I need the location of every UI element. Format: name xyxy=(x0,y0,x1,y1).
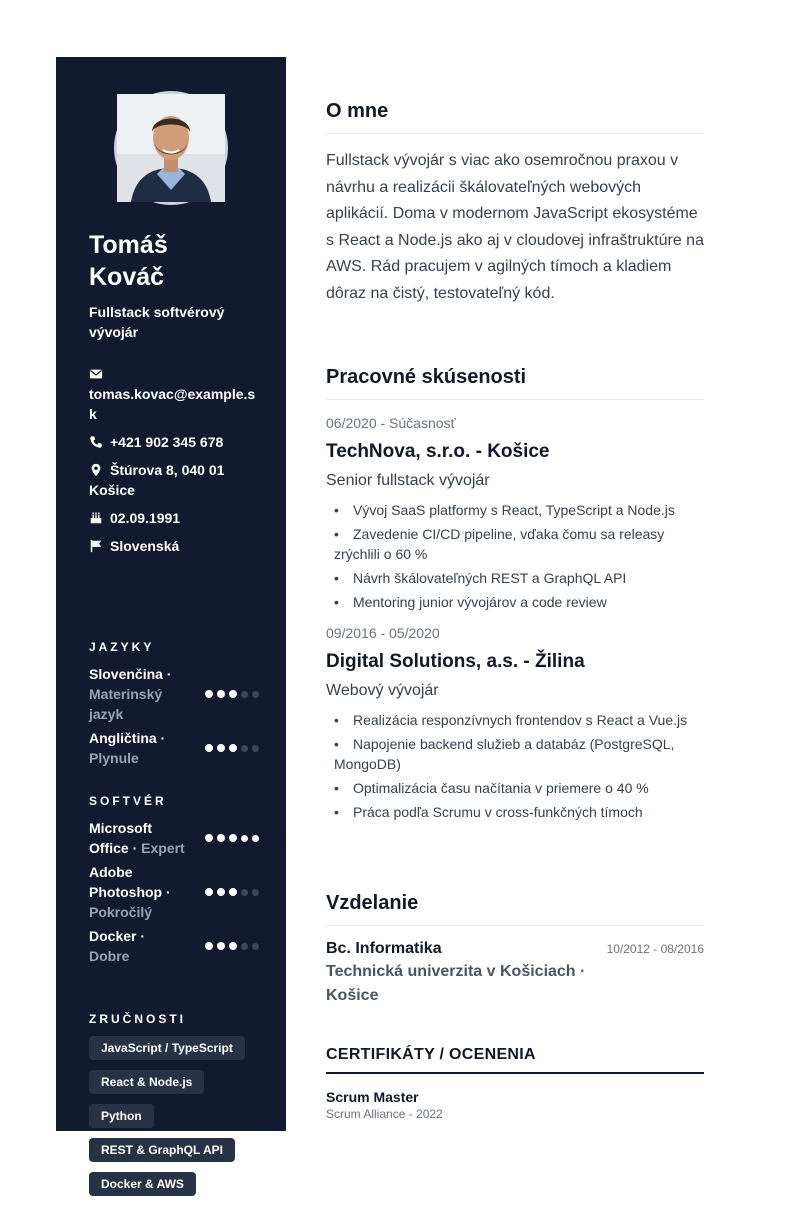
skill-chip: JavaScript / TypeScript xyxy=(89,1036,245,1060)
rating-dot-filled xyxy=(217,942,225,950)
about-heading: O mne xyxy=(326,100,704,134)
skill-row xyxy=(89,1036,264,1070)
job-title: Fullstack softvérový vývojár xyxy=(89,304,225,340)
rating-dots xyxy=(205,690,259,698)
job-dates: 09/2016 - 05/2020 xyxy=(326,625,440,641)
language-item xyxy=(89,664,259,724)
certificate-name: Scrum Master xyxy=(326,1089,419,1105)
about-text: Fullstack vývojár s viac ako osemročnou praxou v návrhu a realizácii škálovateľných webových aplikácií. Doma v modernom JavaScript ekosystéme s React a Node.js ako aj v cloudovej infraštruktúre na AWS. Rád pracujem v agilných tímoch a kladiem dôraz na čistý, testovateľný kód. xyxy=(326,152,704,302)
rated-level: Plynule xyxy=(89,750,139,766)
rated-label xyxy=(89,818,189,858)
skill-row xyxy=(89,1104,264,1138)
bullet-mark: • xyxy=(334,712,339,728)
bullet-mark: • xyxy=(334,570,339,586)
skill-chip: Docker & AWS xyxy=(89,1172,196,1196)
rating-dot-filled xyxy=(205,834,213,842)
certificates-heading: CERTIFIKÁTY / OCENENIA xyxy=(326,1046,704,1074)
rating-dot-filled xyxy=(252,835,259,842)
envelope-icon xyxy=(89,367,103,381)
rating-dot-filled xyxy=(217,888,225,896)
rating-dots xyxy=(205,834,259,842)
address-text: Štúrova 8, 040 01 Košice xyxy=(89,462,225,498)
email-text: tomas.kovac@example.sk xyxy=(89,386,256,422)
rating-dot-empty xyxy=(241,691,248,698)
rating-dot-empty xyxy=(241,745,248,752)
contact-nationality xyxy=(89,536,259,556)
contact-list xyxy=(89,367,259,564)
nationality-text: Slovenská xyxy=(110,538,180,554)
rating-dot-filled xyxy=(217,690,225,698)
rated-level: Expert xyxy=(141,840,185,856)
language-item xyxy=(89,728,259,768)
job-bullet xyxy=(326,524,704,564)
rated-level: Dobre xyxy=(89,948,130,964)
bullet-mark: • xyxy=(334,594,339,610)
certificates-list xyxy=(326,1088,704,1122)
rating-dot-empty xyxy=(252,691,259,698)
skill-chip: React & Node.js xyxy=(89,1070,204,1094)
bullet-text: Optimalizácia času načítania v priemere o 40 % xyxy=(353,780,649,796)
job-bullet xyxy=(326,710,704,730)
rated-label xyxy=(89,926,189,966)
software-item xyxy=(89,862,259,922)
rating-dot-filled xyxy=(205,690,213,698)
rating-dot-filled xyxy=(205,942,213,950)
rating-dot-empty xyxy=(241,943,248,950)
rated-label xyxy=(89,862,189,922)
job-role: Senior fullstack vývojár xyxy=(326,472,490,489)
phone-icon xyxy=(89,435,103,449)
job-bullet xyxy=(326,778,704,798)
rating-dots xyxy=(205,942,259,950)
education-school: Technická univerzita v Košiciach · Košice xyxy=(326,963,586,1004)
bullet-text: Realizácia responzívnych frontendov s React a Vue.js xyxy=(353,712,688,728)
rating-dot-filled xyxy=(205,744,213,752)
skills-heading: ZRUČNOSTI xyxy=(89,1012,186,1026)
rated-level: Materinský jazyk xyxy=(89,686,163,722)
rating-dot-filled xyxy=(241,835,248,842)
rating-dot-empty xyxy=(252,889,259,896)
rating-dot-filled xyxy=(229,942,237,950)
bullet-text: Zavedenie CI/CD pipeline, vďaka čomu sa releasy zrýchlili o 60 % xyxy=(334,526,665,562)
birthdate-text: 02.09.1991 xyxy=(110,510,181,526)
skill-chip: REST & GraphQL API xyxy=(89,1138,235,1162)
flag-icon xyxy=(89,539,103,553)
experience-list xyxy=(326,414,704,834)
job-bullet xyxy=(326,734,704,774)
contact-phone[interactable] xyxy=(89,432,259,452)
separator-dot: · xyxy=(162,666,172,682)
bullet-mark: • xyxy=(334,780,339,796)
job-company: Digital Solutions, a.s. - Žilina xyxy=(326,651,585,672)
rated-label xyxy=(89,728,189,768)
job-bullet xyxy=(326,802,704,822)
rated-name: Microsoft Office xyxy=(89,820,152,856)
job-dates: 06/2020 - Súčasnosť xyxy=(326,415,456,431)
bullet-mark: • xyxy=(334,502,339,518)
rating-dot-empty xyxy=(252,943,259,950)
bullet-mark: • xyxy=(334,804,339,820)
rated-name: Docker xyxy=(89,928,137,944)
bullet-text: Práca podľa Scrumu v cross-funkčných tímoch xyxy=(353,804,643,820)
software-item xyxy=(89,818,259,858)
experience-heading: Pracovné skúsenosti xyxy=(326,366,704,400)
birthday-cake-icon xyxy=(89,511,103,525)
job-role: Webový vývojár xyxy=(326,682,439,699)
separator-dot: · xyxy=(128,840,142,856)
bullet-text: Návrh škálovateľných REST a GraphQL API xyxy=(353,570,627,586)
rated-level: Pokročilý xyxy=(89,904,153,920)
rated-name: Adobe Photoshop xyxy=(89,864,163,900)
education-dates: 10/2012 - 08/2016 xyxy=(606,942,704,956)
separator-dot: · xyxy=(136,928,146,944)
certificate-entry xyxy=(326,1088,704,1122)
software-section xyxy=(89,794,259,970)
rating-dots xyxy=(205,744,259,752)
job-bullets xyxy=(326,500,704,612)
skill-row xyxy=(89,1172,264,1206)
phone-text: +421 902 345 678 xyxy=(110,434,224,450)
avatar xyxy=(114,91,228,205)
location-pin-icon xyxy=(89,463,103,477)
sidebar xyxy=(56,57,286,1191)
languages-heading: JAZYKY xyxy=(89,640,155,654)
bullet-mark: • xyxy=(334,736,339,752)
rating-dot-filled xyxy=(229,744,237,752)
software-item xyxy=(89,926,259,966)
bullet-text: Napojenie backend služieb a databáz (PostgreSQL, MongoDB) xyxy=(334,736,675,772)
skill-row xyxy=(89,1138,264,1172)
job-bullet xyxy=(326,592,704,612)
rated-label xyxy=(89,664,189,724)
rating-dot-filled xyxy=(229,834,237,842)
bullet-mark: • xyxy=(334,526,339,542)
job-bullets xyxy=(326,710,704,822)
job-entry xyxy=(326,624,704,822)
person-name: Tomáš Kováč xyxy=(89,231,168,291)
job-entry xyxy=(326,414,704,612)
job-bullet xyxy=(326,568,704,588)
rating-dot-filled xyxy=(217,744,225,752)
rating-dot-empty xyxy=(241,889,248,896)
rating-dot-filled xyxy=(205,888,213,896)
rating-dots xyxy=(205,888,259,896)
skills-section xyxy=(89,1012,264,1206)
certificate-issuer: Scrum Alliance - 2022 xyxy=(326,1107,443,1121)
rated-name: Slovenčina xyxy=(89,666,163,682)
education-degree: Bc. Informatika xyxy=(326,940,442,957)
bullet-text: Mentoring junior vývojárov a code review xyxy=(353,594,607,610)
contact-birthdate xyxy=(89,508,259,528)
separator-dot: · xyxy=(156,730,166,746)
contact-email[interactable] xyxy=(89,367,259,424)
skill-chip: Python xyxy=(89,1104,154,1128)
rating-dot-filled xyxy=(229,888,237,896)
job-company: TechNova, s.r.o. - Košice xyxy=(326,441,550,462)
job-bullet xyxy=(326,500,704,520)
software-heading: SOFTVÉR xyxy=(89,794,167,808)
rated-name: Angličtina xyxy=(89,730,157,746)
education-heading: Vzdelanie xyxy=(326,892,704,926)
skill-row xyxy=(89,1070,264,1104)
rating-dot-filled xyxy=(217,834,225,842)
education-entry xyxy=(326,940,704,1008)
bullet-text: Vývoj SaaS platformy s React, TypeScript a Node.js xyxy=(353,502,675,518)
languages-section xyxy=(89,640,259,772)
separator-dot: · xyxy=(162,884,171,900)
rating-dot-empty xyxy=(252,745,259,752)
rating-dot-filled xyxy=(229,690,237,698)
contact-address xyxy=(89,460,259,500)
